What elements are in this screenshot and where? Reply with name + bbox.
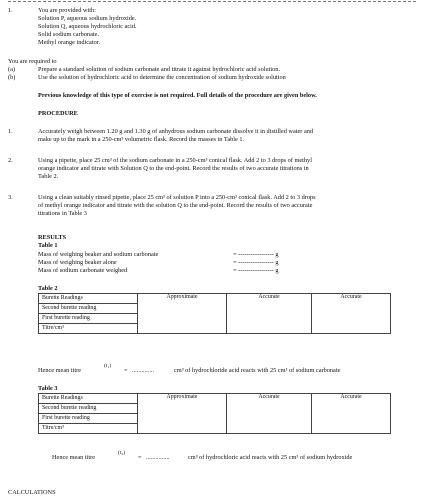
table3-title: Table 3 — [38, 385, 58, 392]
step-line: titrations in Table 3 — [38, 210, 87, 217]
mean-titre-1-prefix: Hence mean titre — [38, 367, 82, 374]
table3 — [38, 393, 391, 434]
step-line: Using a pipette, place 25 cm³ of the sodium carbonate in a 250-cm³ conical flask. Add 2 to 3 drops of methyl — [38, 157, 312, 164]
step-number: 1. — [8, 128, 13, 135]
provided-item: Solid sodium carbonate. — [38, 31, 100, 38]
mean-titre-1-dots: .............. — [132, 367, 155, 374]
table1-title: Table 1 — [38, 242, 58, 249]
step-line: orange indicator and titrate with Solution Q to the end-point. Record the results of two accurate titrations in — [38, 165, 309, 172]
table2-row-label: Second burette reading — [39, 304, 138, 314]
provided-number: 1. — [8, 7, 13, 14]
table2-header-accurate: Accurate — [227, 294, 312, 334]
provided-item: Solution Q, aqueous hydrochloric acid. — [38, 23, 137, 30]
mean-titre-1-equals: = — [124, 367, 128, 374]
required-item-label-a: (a) — [8, 66, 15, 73]
table2-header-approximate: Approximate — [138, 294, 227, 334]
table2 — [38, 293, 391, 334]
table2-row-label: Titre/cm³ — [39, 324, 138, 334]
table3-header-burette: Burette Readings — [39, 394, 138, 404]
step-number: 2. — [8, 157, 13, 164]
table1-row-label: Mass of weighing beaker and sodium carbonate — [38, 251, 159, 258]
mean-titre-2-equals: = — [138, 454, 142, 461]
results-heading: RESULTS — [38, 234, 67, 241]
table2-row-label: First burette reading — [39, 314, 138, 324]
table1-row-blank: = ----------------- g — [233, 251, 279, 258]
step-line: Accurately weigh between 1.20 g and 1.30 g of anhydrous sodium carbonate dissolve it in distilled water and — [38, 128, 314, 135]
required-item-label-b: (b) — [8, 74, 16, 81]
calculations-heading: CALCULATIONS — [8, 489, 56, 496]
mean-titre-1-text: cm³ of hydrochloride acid reacts with 25 cm³ of sodium carbonate — [174, 367, 341, 374]
step-line: of methyl orange indicator and titrate with the solution Q to the end-point. Record the results of two accurate — [38, 202, 313, 209]
provided-intro: You are provided with: — [38, 7, 96, 14]
table1-row-label: Mass of sodium carbonate weighed — [38, 267, 128, 274]
table3-row-label: Second burette reading — [39, 404, 138, 414]
required-item-text-a: Prepare a standard solution of sodium carbonate and titrate it against hydrochloric acid solution. — [38, 66, 281, 73]
table2-header-burette: Burette Readings — [39, 294, 138, 304]
table-row — [39, 394, 391, 404]
provided-item: Methyl orange indicator. — [38, 39, 101, 46]
provided-item: Solution P, aqueous sodium hydroxide. — [38, 15, 137, 22]
table1-row-blank: = ----------------- g — [233, 259, 279, 266]
step-line: Using a clean suitably rinsed pipette, place 25 cm³ of solution P into a 250-cm³ conical flask. Add 2 to 3 drops — [38, 194, 316, 201]
table1-row-blank: = ----------------- g — [233, 267, 279, 274]
mean-titre-2-text: cm³ of hydrochloric acid reacts with 25 cm³ of sodium hydroxide — [188, 454, 353, 461]
table2-title: Table 2 — [38, 285, 58, 292]
table1-row-label: Mass of weighing beaker alone — [38, 259, 117, 266]
mean-titre-2-prefix: Hence mean titre — [52, 454, 96, 461]
table3-header-approximate: Approximate — [138, 394, 227, 434]
mean-titre-2-symbol: (t₂) — [118, 450, 126, 456]
table2-header-accurate: Accurate — [312, 294, 391, 334]
mean-titre-2-dots: ............... — [146, 454, 170, 461]
notice-text: Previous knowledge of this type of exercise is not required. Full details of the procedure are given below. — [38, 92, 317, 99]
table3-row-label: Titre/cm³ — [39, 424, 138, 434]
required-intro: You are required to — [8, 58, 57, 65]
table3-row-label: First burette reading — [39, 414, 138, 424]
table3-header-accurate: Accurate — [312, 394, 391, 434]
table-row — [39, 294, 391, 304]
table3-header-accurate: Accurate — [227, 394, 312, 434]
procedure-heading: PROCEDURE — [38, 110, 78, 117]
step-line: make up to the mark in a 250-cm³ volumetric flask. Record the masses in Table 1. — [38, 136, 245, 143]
step-line: Table 2. — [38, 173, 59, 180]
required-item-text-b: Use the solution of hydrochloric acid to determine the concentration of sodium hydroxide solution — [38, 74, 286, 81]
step-number: 3. — [8, 194, 13, 201]
top-dashed-rule — [8, 1, 416, 2]
mean-titre-1-symbol: (t₁) — [104, 363, 112, 369]
